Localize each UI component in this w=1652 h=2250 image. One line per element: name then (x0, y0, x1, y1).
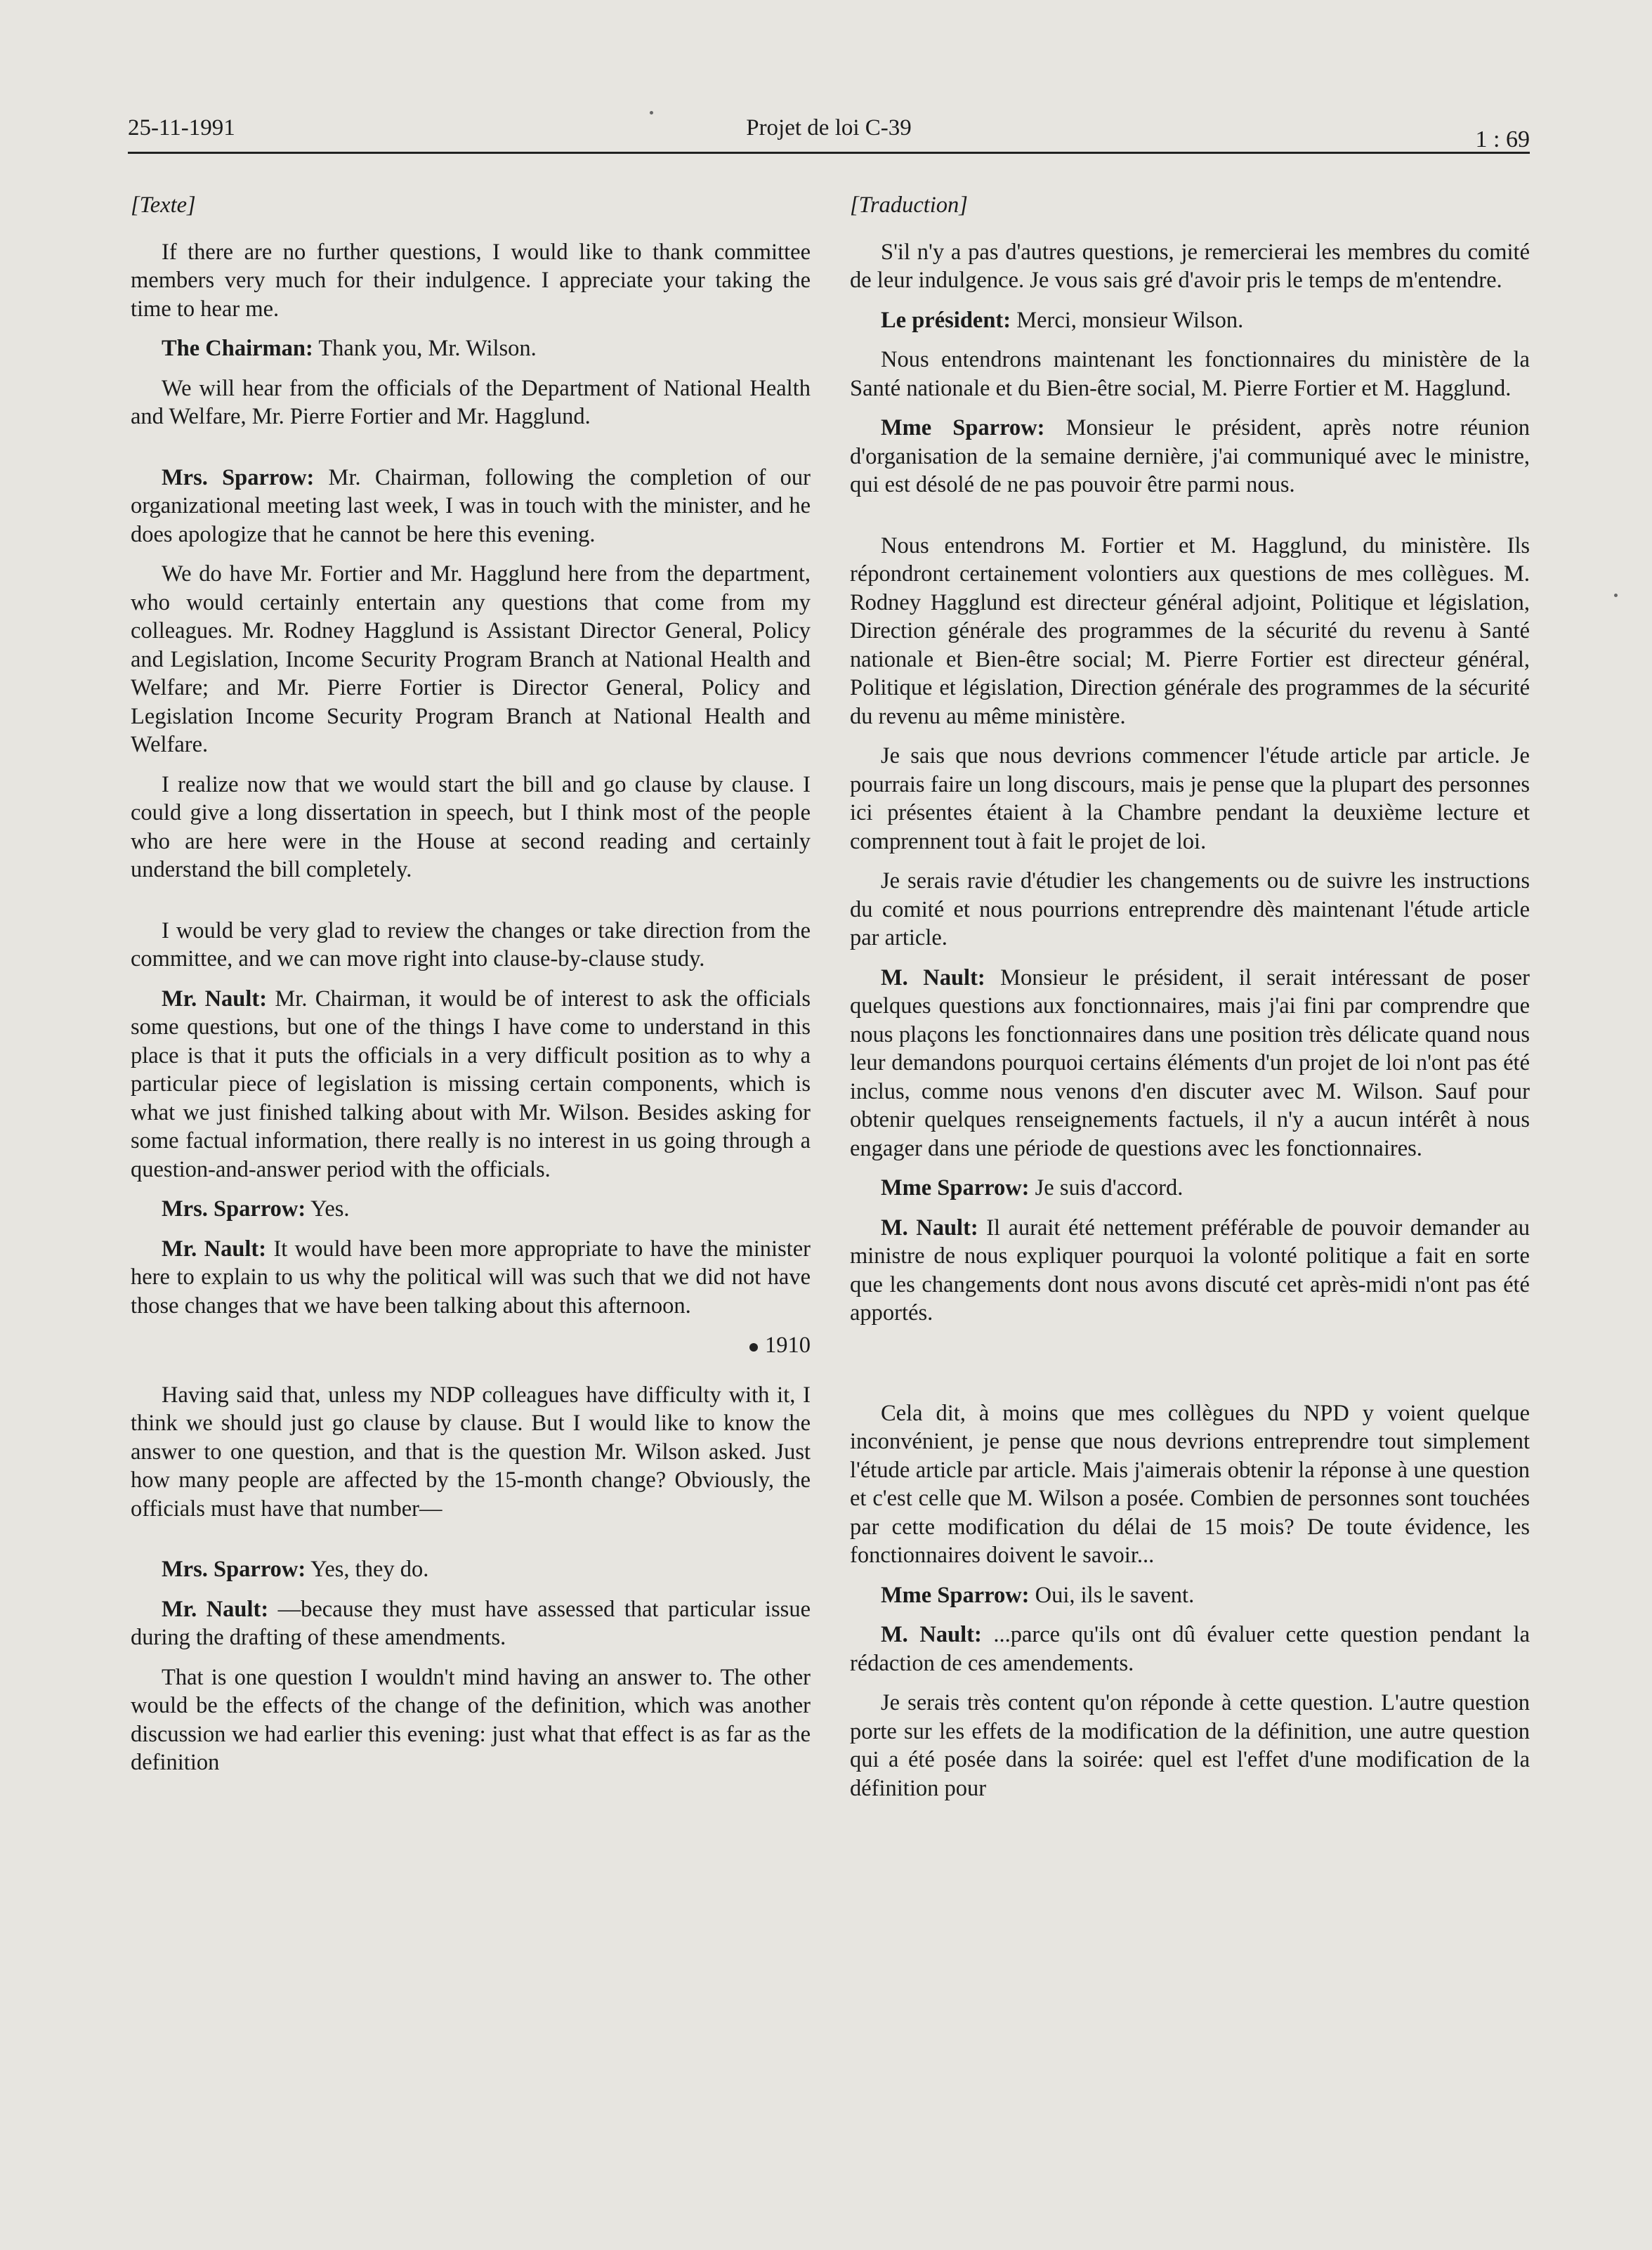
paragraph-text: I realize now that we would start the bill and go clause by clause. I could give a long dissertation in speech, but I think most of the people who are here were in the House at second reading and certainly understand the bill completely. (131, 771, 811, 882)
paragraph (850, 1174, 1530, 1203)
paragraph-text: Mr. Chairman, it would be of interest to ask the officials some questions, but one of the things I have come to understand in this place is that it puts the officials in a very difficult position as to why a particular piece of legislation is missing certain components, which is what we just finished talking about with Mr. Wilson. Besides asking for some factual information, there really is no interest in us going through a question-and-answer period with the officials. (131, 986, 811, 1182)
paragraph (131, 1663, 811, 1777)
speaker-label: Mrs. Sparrow: (162, 1196, 306, 1222)
paragraph-text: Mr. Chairman, following the completion of our organizational meeting last week, I was in touch with the minister, and he does apologize that he cannot be here this evening. (131, 464, 811, 547)
speaker-label: Mr. Nault: (162, 986, 268, 1012)
paragraph (850, 1689, 1530, 1803)
paragraph (131, 985, 811, 1184)
paragraph (850, 867, 1530, 953)
paragraph-text: We will hear from the officials of the Department of National Health and Welfare, Mr. Pierre Fortier and Mr. Hagglund. (131, 375, 811, 429)
header-page-number: 1 : 69 (1475, 126, 1530, 152)
column-tag: [Traduction] (850, 192, 968, 218)
column-tag: [Texte] (131, 192, 196, 218)
header-title: Projet de loi C-39 (746, 115, 912, 140)
paragraph (131, 374, 811, 431)
paragraph (131, 1195, 811, 1224)
paragraph-text: That is one question I wouldn't mind having an answer to. The other would be the effects of the change of the definition, which was another discussion we had earlier this evening: just what that effect is as far as the definition (131, 1664, 811, 1775)
paragraph (850, 1399, 1530, 1570)
paragraph (850, 532, 1530, 731)
speaker-label: M. Nault: (881, 1215, 978, 1241)
paragraph (131, 238, 811, 324)
paragraph (131, 1235, 811, 1321)
paragraph-text: Monsieur le président, après notre réunion d'organisation de la semaine dernière, j'ai communiqué avec le ministre, qui est désolé de ne pas pouvoir être parmi nous. (850, 415, 1530, 497)
paragraph-text: Cela dit, à moins que mes collègues du NPD y voient quelque inconvénient, je pense que nous devrions entreprendre tout simplement l'étude article par article. Mais j'aimerais obtenir la réponse à une question et c'est celle que M. Wilson a posée. Combien de personnes sont touchées par cette modification du délai de 15 mois? De toute évidence, les fonctionnaires doivent le savoir... (850, 1400, 1530, 1568)
paragraph (131, 464, 811, 549)
english-column (131, 191, 811, 1788)
paragraph-text: Merci, monsieur Wilson. (1016, 307, 1244, 333)
paragraph (850, 306, 1530, 335)
bullet-icon (749, 1343, 758, 1352)
paragraph-text: Monsieur le président, il serait intéressant de poser quelques questions aux fonctionnaires, mais j'ai fini par comprendre que nous plaçons les fonctionnaires dans une position très délicate quand nous leur demandons pourquoi certains éléments d'un projet de loi n'ont pas été inclus, comme nous venons d'en discuter avec M. Wilson. Sauf pour obtenir quelques renseignements factuels, il n'y a aucun intérêt à nous engager dans une période de questions avec les fonctionnaires. (850, 964, 1530, 1161)
paragraph (850, 414, 1530, 499)
paragraph-text: Il aurait été nettement préférable de pouvoir demander au ministre de nous expliquer pourquoi la volonté politique a fait en sorte que les changements dont nous avons discuté cet après-midi n'ont pas été apportés. (850, 1215, 1530, 1326)
scan-speck (1614, 594, 1618, 597)
paragraph (850, 964, 1530, 1163)
french-column (850, 191, 1530, 1814)
speaker-label: Mme Sparrow: (881, 1175, 1030, 1201)
paragraph-text: It would have been more appropriate to have the minister here to explain to us why the political will was such that we did not have those changes that we have been talking about this afternoon. (131, 1236, 811, 1319)
paragraph-text: I would be very glad to review the changes or take direction from the committee, and we can move right into clause-by-clause study. (131, 917, 811, 972)
paragraph-text: Yes, they do. (310, 1557, 429, 1582)
paragraph-text: Je sais que nous devrions commencer l'étude article par article. Je pourrais faire un long discours, mais je pense que la plupart des personnes ici présentes étaient à la Chambre pendant la deuxième lecture et comprennent tout à fait le projet de loi. (850, 743, 1530, 854)
spacer (131, 1534, 811, 1555)
paragraph-text: Je suis d'accord. (1035, 1175, 1184, 1201)
running-header (128, 114, 1530, 154)
paragraph-text: —because they must have assessed that particular issue during the drafting of these amendments. (131, 1596, 811, 1650)
paragraph (850, 742, 1530, 856)
paragraph-text: ...parce qu'ils ont dû évaluer cette question pendant la rédaction de ces amendements. (850, 1622, 1530, 1676)
paragraph (131, 1595, 811, 1652)
paragraph-text: Thank you, Mr. Wilson. (318, 336, 537, 361)
paragraph-text: Yes. (310, 1196, 350, 1222)
paragraph-text: Je serais ravie d'étudier les changements ou de suivre les instructions du comité et nous pourrions entreprendre dès maintenant l'étude article par article. (850, 868, 1530, 950)
speaker-label: Mrs. Sparrow: (162, 1557, 306, 1582)
paragraph (850, 1581, 1530, 1610)
spacer (850, 511, 1530, 532)
speaker-label: Mme Sparrow: (881, 1582, 1030, 1608)
speaker-label: Le président: (881, 307, 1011, 333)
speaker-label: Mr. Nault: (162, 1596, 269, 1622)
scan-speck (650, 111, 653, 115)
speaker-label: M. Nault: (881, 964, 985, 990)
speaker-label: M. Nault: (881, 1622, 982, 1647)
spacer (131, 443, 811, 464)
paragraph-text: If there are no further questions, I would like to thank committee members very much for their indulgence. I appreciate your taking the time to hear me. (131, 239, 811, 322)
paragraph (850, 1621, 1530, 1677)
paragraph (850, 238, 1530, 295)
paragraph (850, 1214, 1530, 1328)
paragraph-text: We do have Mr. Fortier and Mr. Hagglund here from the department, who would certainly entertain any questions that come from my colleagues. Mr. Rodney Hagglund is Assistant Director General, Policy and Legislation, Income Security Program Branch at National Health and Welfare; and Mr. Pierre Fortier is Director General, Policy and Legislation Income Security Program Branch at National Health and Welfare. (131, 561, 811, 757)
paragraph (131, 1555, 811, 1584)
paragraph (131, 771, 811, 884)
spacer (850, 1339, 1530, 1399)
paragraph (131, 1381, 811, 1524)
paragraph-text: Nous entendrons maintenant les fonctionnaires du ministère de la Santé nationale et du Bien-être social, M. Pierre Fortier et M. Hagglund. (850, 347, 1530, 401)
paragraph (131, 917, 811, 974)
time-marker (131, 1331, 811, 1360)
speaker-label: The Chairman: (162, 336, 313, 361)
time-text: 1910 (765, 1333, 811, 1358)
speaker-label: Mr. Nault: (162, 1236, 267, 1262)
speaker-label: Mrs. Sparrow: (162, 464, 315, 490)
paragraph-text: Nous entendrons M. Fortier et M. Hagglund, du ministère. Ils répondront certainement volontiers aux questions de mes collègues. M. Rodney Hagglund est directeur général adjoint, Politique et législation, Direction générale des programmes de la sécurité du revenu à Santé nationale et Bien-être social; M. Pierre Fortier est directeur général, Politique et législation, Direction générale des programmes de la sécurité du revenu au même ministère. (850, 532, 1530, 729)
paragraph-text: Having said that, unless my NDP colleagues have difficulty with it, I think we should just go clause by clause. But I would like to know the answer to one question, and that is the question Mr. Wilson asked. Just how many people are affected by the 15-month change? Obviously, the officials must have that number— (131, 1382, 811, 1522)
paragraph-text: S'il n'y a pas d'autres questions, je remercierai les membres du comité de leur indulgence. Je vous sais gré d'avoir pris le temps de m'entendre. (850, 239, 1530, 293)
paragraph (850, 346, 1530, 403)
paragraph-text: Oui, ils le savent. (1035, 1582, 1195, 1608)
paragraph (131, 560, 811, 759)
speaker-label: Mme Sparrow: (881, 415, 1045, 440)
spacer (131, 896, 811, 917)
paragraph (131, 334, 811, 363)
header-date: 25-11-1991 (128, 115, 235, 140)
paragraph-text: Je serais très content qu'on réponde à cette question. L'autre question porte sur les effets de la modification de la définition, une autre question qui a été posée dans la soirée: quel est l'effet d'une modification de la définition pour (850, 1690, 1530, 1801)
